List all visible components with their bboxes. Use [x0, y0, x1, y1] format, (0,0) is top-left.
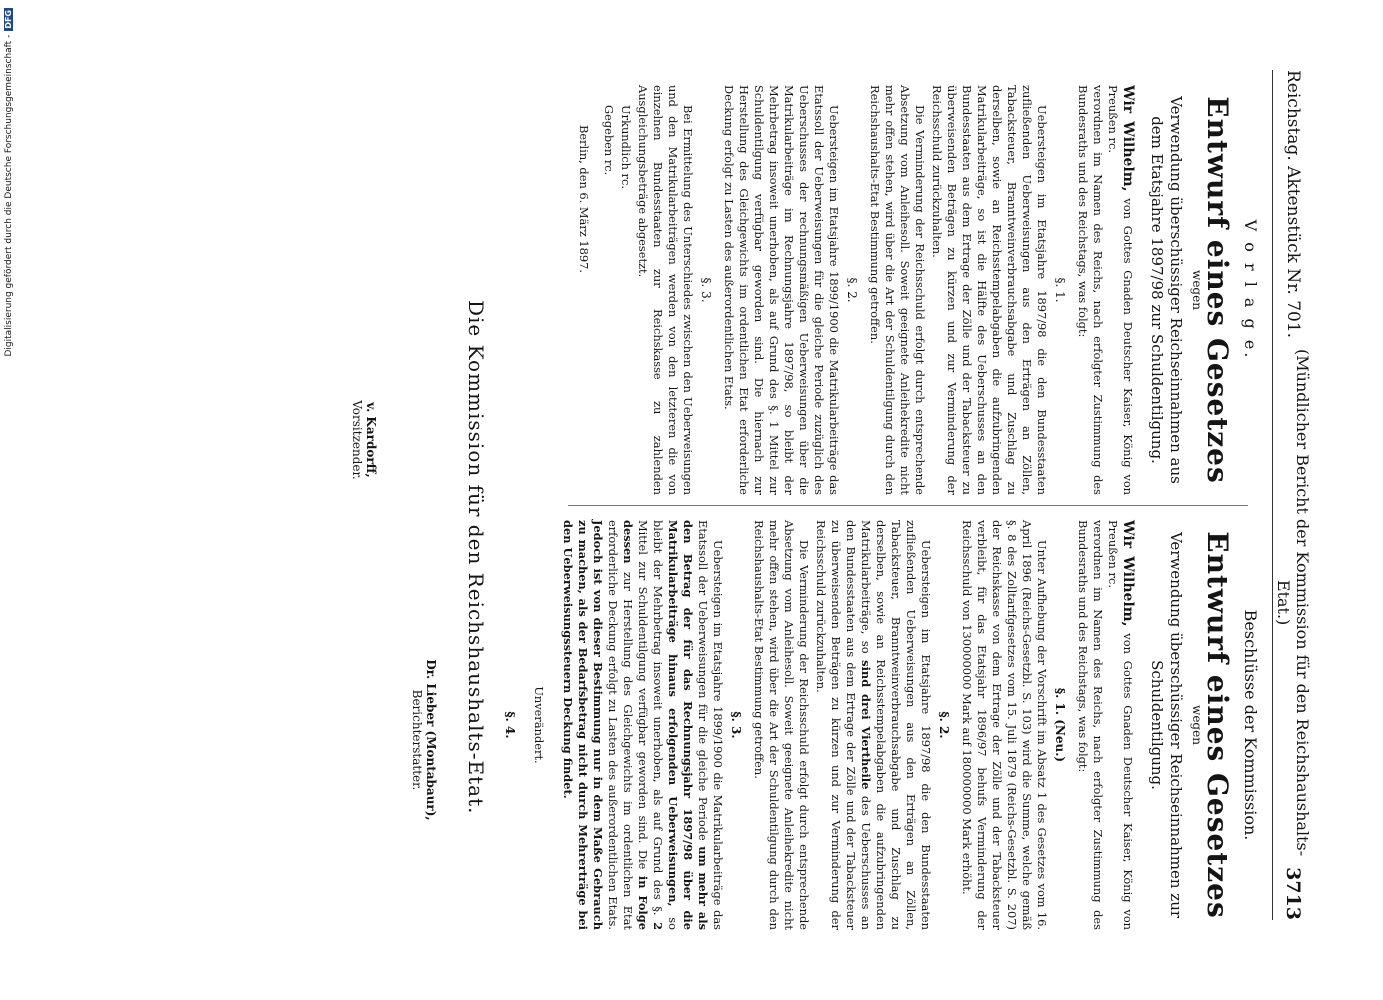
digitization-credit: [0, 0, 17, 1000]
enacting-title: von Gottes Gnaden Deutscher Kaiser, König von Preußen rc.: [1106, 520, 1135, 931]
column-heading: V o r l a g e.: [1241, 219, 1260, 361]
commission-column: [499, 520, 1258, 930]
emphasis: sind drei Viertheile: [859, 660, 873, 790]
bill-title: Entwurf eines Gesetzes: [1201, 531, 1234, 919]
paragraph: Uebersteigen im Etatsjahre 1899/1900 die Matrikularbeiträge das Etatssoll der Ueberweisungen für die gleiche Periode um mehr als den Betrag der für das Rechnungsjahr 1897/98 über die Matrikularbeiträge hinaus erfolgenden Ueberweisungen, so bleibt der Mehrbetrag insoweit unerhoben, als auf Grund des §. 2 Mittel zur Schuldentilgung verfügbar geworden sind. Die in Folge dessen zur Herstellung des Gleichgewichts im ordentlichen Etat erforderliche Deckung erfolgt zu Lasten des außerordentlichen Etats. Jedoch ist von dieser Bestimmung nur in dem Maße Gebrauch zu machen, als der Bedarfsbetrag nicht durch Mehrerträge bei den Ueberweisungssteuern Deckung findet.: [561, 520, 725, 931]
column-divider: [568, 505, 1248, 506]
urkundlich: Urkundlich rc.: [619, 105, 633, 189]
paragraph: Uebersteigen im Etatsjahre 1897/98 die den Bundesstaaten zufließenden Ueberweisungen aus den Erträgen an Zöllen, Tabacksteuer, Branntweinverbrauchsabgabe und Zuschlag zu derselben, sowie an Reichsstempelabgaben die aufzubringenden Matrikularbeiträge, so sind drei Viertheile des Ueberschusses an den Bundesstaaten aus dem Ertrage der Zölle und der Tabacksteuer zu überweisenden Beträgen zu kürzen und zur Verminderung der Reichsschuld zurückzuhalten.: [814, 520, 933, 930]
section-heading: §. 1.: [1053, 277, 1067, 303]
wegen: wegen: [1190, 705, 1204, 745]
emphasis: um mehr als den Betrag der für das Rechnungsjahr 1897/98 über die Matrikularbeiträge hinaus erfolgenden Ueberweisungen,: [666, 520, 710, 931]
enacting-body: verordnen im Namen des Reichs, nach erfolgter Zustimmung des Bundesraths und des Reichstags, was folgt:: [1076, 85, 1105, 495]
page-header: [1272, 70, 1313, 920]
emphasis: in Folge dessen: [621, 520, 650, 930]
emphasis: Jedoch ist von dieser Bestimmung nur in dem Maße Gebrauch zu machen, als der Bedarfsbetrag nicht durch Mehrerträge bei den Ueberweisungssteuern Deckung findet.: [561, 520, 605, 930]
paragraph: Die Verminderung der Reichsschuld erfolgt durch entsprechende Absetzung vom Anleihesoll. Soweit geeignete Anleihekredite nicht mehr offen stehen, wird über die Art der Schuldentilgung durch den Reichshaushalts-Etat Bestimmung getroffen.: [868, 85, 927, 495]
section-heading: §. 3.: [699, 277, 713, 303]
bill-subtitle: Verwendung überschüssiger Reichseinnahmen aus dem Etatsjahre 1897/98 zur Schuldentilgung.: [1148, 96, 1185, 484]
paragraph: Uebersteigen im Etatsjahre 1897/98 die den Bundesstaaten zufließenden Ueberweisungen aus den Erträgen an Zöllen, Tabacksteuer, Branntweinverbrauchsabgabe und Zuschlag zu derselben, sowie an Reichsstempelabgaben die aufzubringenden Matrikularbeiträge, so ist die Hälfte des Ueberschusses an den Bundesstaaten aus dem Ertrage der Zölle und der Tabacksteuer zu überweisenden Beträgen zu kürzen und zur Verminderung der Reichsschuld zurückzuhalten.: [930, 85, 1049, 495]
credit-text: Digitalisierung gefördert durch die Deutsche Forschungsgemeinschaft -: [3, 34, 14, 357]
column-heading: Beschlüsse der Kommission.: [1241, 609, 1260, 841]
original-bill-column: [576, 85, 1258, 495]
section-heading: §. 1. (Neu.): [1053, 687, 1067, 763]
gegeben: Gegeben rc.: [602, 105, 616, 176]
section-heading: §. 2.: [845, 277, 859, 303]
bill-title: Entwurf eines Gesetzes: [1201, 96, 1234, 484]
enacting-body: verordnen im Namen des Reichs, nach erfolgter Zustimmung des Bundesraths und des Reichstags, was folgt:: [1076, 520, 1105, 930]
rapporteur-name: Dr. Lieber (Montabaur),: [424, 659, 438, 821]
enacting-title: von Gottes Gnaden Deutscher Kaiser, König von Preußen rc.: [1106, 85, 1135, 496]
enacting-name: Wir Wilhelm,: [1120, 85, 1136, 192]
chair-signature: [350, 350, 378, 530]
enacting-clause: [1075, 520, 1135, 930]
rapporteur-signature: [410, 640, 438, 840]
unchanged-note: Unverändert.: [532, 686, 546, 764]
paragraph: Unter Aufhebung der Vorschrift im Absatz 1 des Gesetzes vom 16. April 1896 (Reichs-Gesetzbl. S. 103) wird die Summe, welche gemäß §. 8 des Zolltarifgesetzes vom 15. Juli 1879 (Reichs-Gesetzbl. S. 207) der Reichskasse von dem Ertrage der Zölle und der Tabacksteuer verbleibt, für das Etatsjahr 1896/97 behufs Verminderung der Reichsschuld von 130000000 Mark auf 180000000 Mark erhöht.: [960, 520, 1049, 930]
bill-subtitle: Verwendung überschüssiger Reichseinnahmen zur Schuldentilgung.: [1148, 531, 1185, 919]
enacting-name: Wir Wilhelm,: [1120, 520, 1136, 627]
section-heading: §. 4.: [503, 711, 517, 739]
paragraph: Bei Ermittelung des Unterschiedes zwischen den Ueberweisungen und den Matrikularbeiträgen werden von den letzteren die von einzelnen Bundesstaaten zur Reichskasse zu zahlenden Ausgleichungsbeträge abgesetzt.: [636, 85, 695, 495]
paragraph: Die Verminderung der Reichsschuld erfolgt durch entsprechende Absetzung vom Anleihesoll. Soweit geeignete Anleihekredite nicht mehr offen stehen, wird über die Art der Schuldentilgung durch den Reichshaushalts-Etat Bestimmung getroffen.: [752, 520, 811, 930]
emphasis: 2: [651, 922, 665, 930]
commission-name: Die Kommission für den Reichshaushalts-Etat.: [464, 300, 488, 815]
page-number: 3713: [1282, 867, 1304, 920]
chair-name: v. Kardorff,: [364, 402, 378, 478]
wegen: wegen: [1190, 270, 1204, 310]
header-middle: (Mündlicher Bericht der Kommission für den Reichshaushalts-Etat.): [1274, 349, 1312, 857]
chair-role: Vorsitzender.: [350, 400, 364, 480]
date-line: Berlin, den 6. März 1897.: [577, 125, 591, 274]
header-left: Reichstag. Aktenstück Nr. 701.: [1283, 70, 1303, 339]
section-heading: §. 2.: [937, 711, 951, 739]
section-heading: §. 3.: [729, 711, 743, 739]
dfg-logo: DFG: [4, 10, 13, 29]
rapporteur-role: Berichterstatter.: [410, 689, 424, 791]
enacting-clause: [1075, 85, 1135, 495]
paragraph: Uebersteigen im Etatsjahre 1899/1900 die Matrikularbeiträge das Etatssoll der Ueberweisungen für die gleiche Periode zuzüglich des Ueberschusses der rechnungsmäßigen Ueberweisungen über die Matrikularbeiträge im Rechnungsjahre 1897/98, so bleibt der Mehrbetrag insoweit unerhoben, als auf Grund des §. 1 Mittel zur Schuldentilgung verfügbar geworden sind. Die hiernach zur Herstellung des Gleichgewichts im ordentlichen Etat erforderliche Deckung erfolgt zu Lasten des außerordentlichen Etats.: [722, 85, 841, 495]
